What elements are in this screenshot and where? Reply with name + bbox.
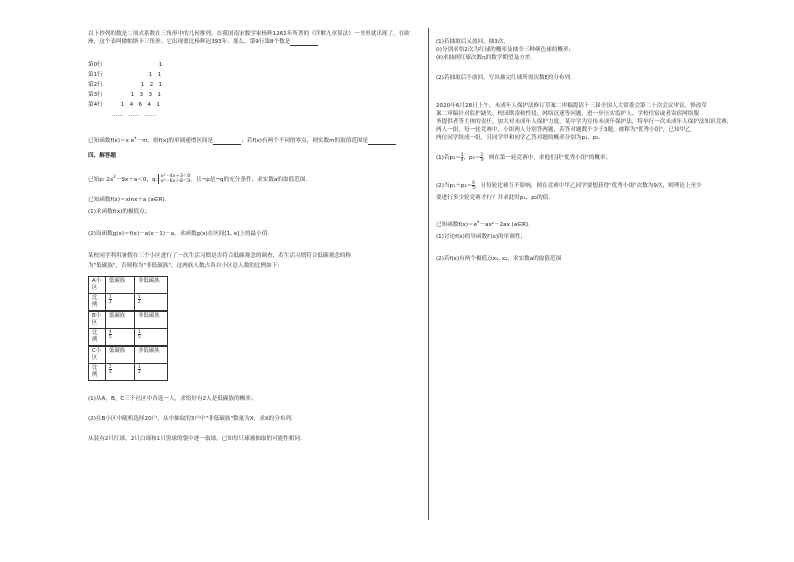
triangle-row: 第0行 1 <box>88 62 163 68</box>
survey-question-line: 为"低碳族"，否则称为"非低碳族"，这两族人数占各自小区总人数的比例如下： <box>88 263 283 269</box>
non-low-carbon-label: 非低碳族 <box>135 347 168 364</box>
section-title: 四、解答题 <box>88 153 116 159</box>
competition-stem-line: 务提供者等主体的责任，加大对未成年人保护力度。某中学为宣传未成年保护法，特举行一次未成年人保护法知识竞赛， <box>436 119 733 125</box>
competition-part1: (1)若p₁＝ $\frac{3}{4}$ ，p₂＝ $\frac{2}{3}$ ，则在第一轮竞赛中，求他们获"优秀小组"的概率； <box>436 152 612 162</box>
high-ratio: $\frac{1}{2}$ <box>135 294 168 311</box>
exp-part1: (1)讨论f(x)的导函数f′(x)的单调性； <box>436 233 527 240</box>
survey-tables <box>88 276 418 381</box>
low-ratio: $\frac{4}{5}$ <box>106 329 135 346</box>
bag-part1: (1)若抽取后又放回，抽3次， <box>436 39 510 45</box>
triangle-question: 以下抄列的数是二项式系数在三角形中的几何排列。在我国南宋数学家杨辉1261年所著的《详解九章算法》一书里就出现了，在欧洲，这个表叫做帕斯卡三角形。它出现要比杨辉迟393年。那么，第9行第8个数是 <box>88 31 410 45</box>
ln-question-stem: 已知函数f(x)＝xlnx＋a (a∈R). <box>88 197 167 203</box>
high-ratio: $\frac{1}{5}$ <box>135 329 168 346</box>
bag-part1-ii: (ⅱ)求抽到红球次数η的数学期望及方差. <box>436 55 533 61</box>
ratio-label: 比例 <box>89 364 106 381</box>
column-divider <box>428 28 429 520</box>
group-table-c <box>88 346 168 381</box>
survey-question-line: 某校同学利用暑假在三个小区进行了一次生活习惯是否符合低碳观念的调查，若生活习惯符合低碳观念的称 <box>88 253 351 259</box>
left-column <box>88 30 418 443</box>
answer-blank <box>290 39 318 46</box>
low-ratio: $\frac{2}{3}$ <box>106 364 135 381</box>
survey-part1: (1)从A，B，C三个社区中各选一人，求恰好有2人是低碳族的概率； <box>88 396 257 402</box>
competition-stem-line: 案二审稿针对监护缺失、校园欺凌和性侵、网络沉迷等问题，进一步压实监护人、学校住宿或者寄宿网络服 <box>436 111 699 117</box>
competition-part2-line2: 要进行多少轮竞赛才行？并求此时p₁，p₂的值. <box>436 195 551 201</box>
non-low-carbon-label: 非低碳族 <box>135 312 168 329</box>
non-low-carbon-label: 非低碳族 <box>135 277 168 294</box>
bag-question-stem: 从装有2只红球，2只白球和1只黑球的袋中逐一取球，已知每只球被抽取的可能性相同. <box>88 436 302 442</box>
triangle-row: 第1行 1 1 <box>88 72 162 78</box>
group-name: C小区 <box>89 347 106 364</box>
group-name: B小区 <box>89 312 106 329</box>
function-question: 已知函数f(x)＝x $e^x-m$，则f(x)的单调递增区间是 ；若f(x)有两个不同的零点，则实数m的取值范围是 <box>88 134 418 150</box>
low-carbon-label: 低碳族 <box>106 277 135 294</box>
competition-stem-line: 2020年6月28日上午，未成年人保护法修订草案二审稿提请十三届全国人大常委会第二十次会议审议。修改草 <box>436 103 708 109</box>
triangle-row: 第2行 1 2 1 <box>88 82 163 88</box>
high-ratio: $\frac{1}{3}$ <box>135 364 168 381</box>
group-table-a <box>88 276 168 311</box>
ln-question-part2: (2)设函数g(x)＝f(x)－a(x－1)－a，求函数g(x)在区间[1, e]上的最小值. <box>88 231 270 237</box>
proposition-question: 已知p: $2x^2-9x+a<0$，q: x²－4x＋3＜0 x²－6x＋8＜0 ，且¬p是¬q的充分条件，求实数a的取值范围. <box>88 173 308 184</box>
bag-part2: (2)若抽取后不放回，写出抽完红球所需次数ξ的分布列. <box>436 75 572 81</box>
exp-question-stem: 已知函数$f(x)=e^x-ax^2-2ax$ (a∈R). <box>436 219 531 228</box>
low-ratio: $\frac{1}{2}$ <box>106 294 135 311</box>
ln-question-part1: (1)求函数f(x)的极值点； <box>88 209 151 215</box>
ratio-label: 比例 <box>89 329 106 346</box>
triangle-row: 第3行 1 3 3 1 <box>88 92 161 98</box>
triangle-row: …… …… …… <box>112 112 157 118</box>
group-table-b <box>88 311 168 346</box>
right-column <box>436 38 756 263</box>
bag-part1-i: (ⅰ)分别求恰2次为红球的概率及抽全三种颜色球的概率； <box>436 47 575 53</box>
competition-part2: (2)当p₁＋p₂＝ $\frac{6}{5}$ ，且每轮比赛互不影响，则在竞赛中甲乙同学要想获得"优秀小组"次数为9次，则理论上至少 <box>436 180 702 190</box>
survey-part2: (2)在B小区中随机选择20户，从中抽取的3户中"非低碳族"数量为X，求X的分布列. <box>88 416 293 422</box>
low-carbon-label: 低碳族 <box>106 312 135 329</box>
low-carbon-label: 低碳族 <box>106 347 135 364</box>
exp-part2: (2)若f(x)有两个极值点x₁, x₂，求实数a的取值范围 <box>436 255 562 262</box>
pascal-triangle <box>88 60 418 120</box>
ratio-label: 比例 <box>89 294 106 311</box>
competition-stem-line: 两位同学组成一组，且同学甲和同学乙答对题的概率分别为p₁，p₂. <box>436 135 601 141</box>
answer-blank <box>213 138 241 145</box>
competition-stem-line: 两人一组，每一轮竞赛中，小组两人分别答两题，若答对题数不少于3题，被称为"优秀小组"，已知甲乙 <box>436 127 691 133</box>
triangle-row: 第4行 1 4 6 4 1 <box>88 102 160 108</box>
inequality-system: x²－4x＋3＜0 x²－6x＋8＜0 <box>158 174 191 184</box>
answer-blank <box>368 138 396 145</box>
group-name: A小区 <box>89 277 106 294</box>
